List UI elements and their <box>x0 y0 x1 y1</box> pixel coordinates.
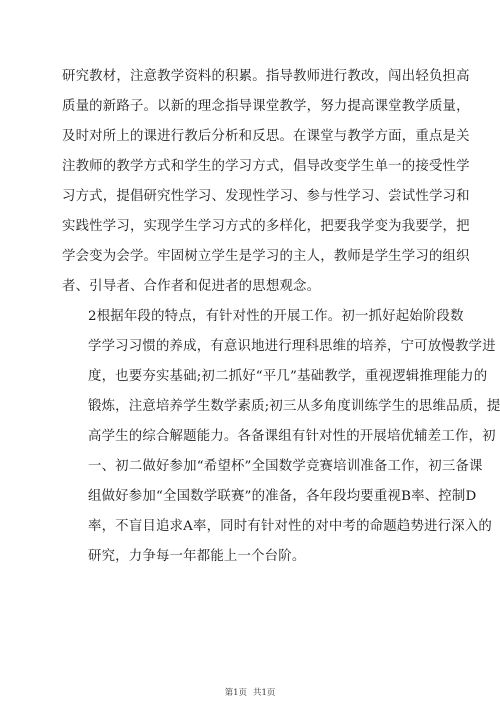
page-total: 共1页 <box>253 688 276 698</box>
text-line: 及时对所上的课进行教后分析和反思。在课堂与教学方面，重点是关 <box>62 129 470 144</box>
text-line: 高学生的综合解题能力。各备课组有针对性的开展培优辅差工作，初 <box>88 429 496 444</box>
text-line: 习方式，提倡研究性学习、发现性学习、参与性学习、尝试性学习和 <box>62 189 470 204</box>
text-line: 锻炼，注意培养学生数学素质;初三从多角度训练学生的思维品质，提 <box>88 399 500 414</box>
text-line: 实践性学习，实现学生学习方式的多样化，把要我学变为我要学，把 <box>62 219 470 234</box>
document-body <box>62 62 500 572</box>
paragraph-1 <box>62 62 470 302</box>
page-number: 第1页 <box>224 688 247 698</box>
text-line: 2根据年段的特点，有针对性的开展工作。初一抓好起始阶段数 <box>88 309 464 324</box>
text-line: 率，不盲目追求A率，同时有针对性的对中考的命题趋势进行深入的 <box>88 519 492 534</box>
text-line: 一、初二做好参加“希望杯”全国数学竞赛培训准备工作，初三备课 <box>88 459 483 474</box>
text-line: 研究教材，注意教学资料的积累。指导教师进行教改，闯出轻负担高 <box>62 69 470 84</box>
text-line: 组做好参加“全国数学联赛”的准备，各年段均要重视B率、控制D <box>88 489 477 504</box>
text-line: 度，也要夯实基础;初二抓好“平几”基础教学，重视逻辑推理能力的 <box>88 369 488 384</box>
paragraph-2 <box>62 302 500 572</box>
text-line: 学会变为会学。牢固树立学生是学习的主人，教师是学生学习的组织 <box>62 249 470 264</box>
page-footer <box>0 686 500 698</box>
text-line: 学学习习惯的养成，有意识地进行理科思维的培养，宁可放慢教学进 <box>88 339 496 354</box>
text-line: 者、引导者、合作者和促进者的思想观念。 <box>62 279 321 294</box>
text-line: 质量的新路子。以新的理念指导课堂教学，努力提高课堂教学质量， <box>62 99 470 114</box>
text-line: 注教师的教学方式和学生的学习方式，倡导改变学生单一的接受性学 <box>62 159 470 174</box>
text-line: 研究，力争每一年都能上一个台阶。 <box>88 549 306 564</box>
